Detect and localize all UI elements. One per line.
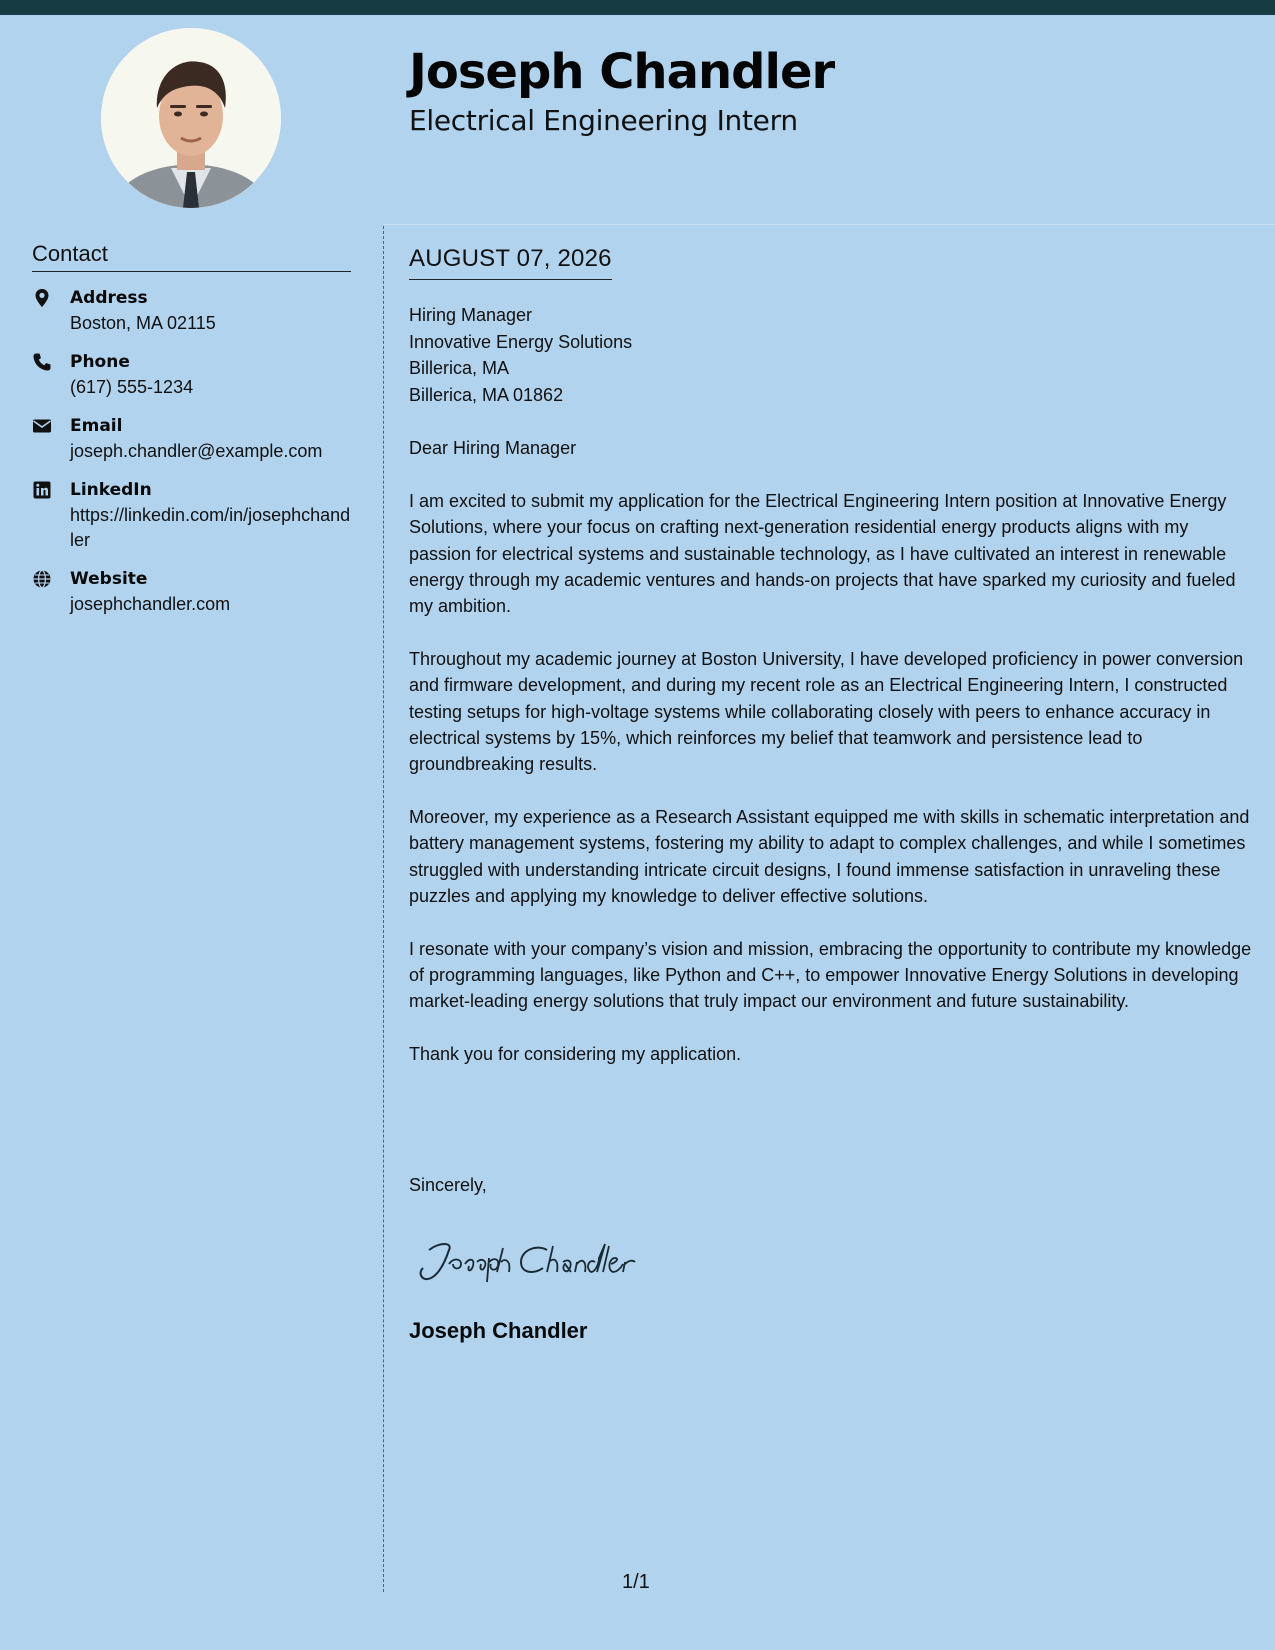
- contact-website: [32, 567, 352, 617]
- body-paragraph: I am excited to submit my application for the Electrical Engineering Intern position at Innovative Energy Solutions, where your focus on crafting next-generation residential energy products aligns with my passion for electrical systems and sustainable technology, as I have cultivated an interest in renewable energy through my academic ventures and hands-on projects that have sparked my curiosity and fueled my ambition.: [409, 491, 1236, 617]
- contact-heading: Contact: [32, 241, 351, 272]
- contact-phone: [32, 350, 352, 400]
- contact-value: (617) 555-1234: [70, 377, 194, 397]
- contact-value: joseph.chandler@example.com: [70, 441, 323, 461]
- linkedin-icon: [32, 478, 70, 553]
- signer-name: Joseph Chandler: [409, 1318, 588, 1343]
- contact-label: Address: [70, 288, 148, 308]
- header-divider: [384, 224, 1275, 225]
- closing: Sincerely,: [409, 1175, 487, 1195]
- globe-icon: [32, 567, 70, 617]
- body-paragraph: Throughout my academic journey at Boston University, I have developed proficiency in power conversion and firmware development, and during my recent role as an Electrical Engineering Intern, I constructed testing setups for high-voltage systems while collaborating closely with peers to enhance accuracy in electrical systems by 15%, which reinforces my belief that teamwork and persistence lead to groundbreaking results.: [409, 648, 1244, 775]
- portrait-photo: [101, 28, 281, 208]
- recipient-block: [409, 302, 632, 408]
- body-paragraph: Moreover, my experience as a Research Assistant equipped me with skills in schematic interpretation and battery management systems, fostering my ability to adapt to complex challenges, and while I sometimes struggled with understanding intricate circuit designs, I found immense satisfaction in unraveling these puzzles and applying my knowledge to deliver effective solutions.: [409, 806, 1250, 906]
- recipient-line: Billerica, MA 01862: [409, 384, 564, 405]
- contact-label: Phone: [70, 352, 130, 372]
- top-accent-bar: [0, 0, 1275, 15]
- letter-date: AUGUST 07, 2026: [409, 245, 612, 280]
- handwritten-signature: [409, 1228, 669, 1288]
- phone-icon: [32, 350, 70, 400]
- job-title: Electrical Engineering Intern: [409, 104, 798, 137]
- letter-body: [409, 488, 1254, 1094]
- column-divider: [383, 226, 384, 1592]
- salutation: Dear Hiring Manager: [409, 438, 577, 458]
- envelope-icon: [32, 414, 70, 464]
- candidate-name: Joseph Chandler: [409, 44, 835, 100]
- recipient-line: Hiring Manager: [409, 305, 533, 325]
- recipient-line: Innovative Energy Solutions: [409, 331, 633, 352]
- body-paragraph: I resonate with your company’s vision and mission, embracing the opportunity to contribute my knowledge of programming languages, like Python and C++, to empower Innovative Energy Solutions in developing market-leading energy solutions that truly impact our environment and future sustainability.: [409, 938, 1252, 1012]
- contact-list: [32, 286, 352, 631]
- contact-value[interactable]: josephchandler.com: [70, 594, 231, 614]
- body-paragraph: Thank you for considering my application.: [409, 1044, 742, 1065]
- contact-label: Email: [70, 416, 123, 436]
- contact-email: [32, 414, 352, 464]
- contact-address: [32, 286, 352, 336]
- contact-label: LinkedIn: [70, 480, 152, 500]
- recipient-line: Billerica, MA: [409, 358, 510, 378]
- avatar: [101, 28, 281, 208]
- location-pin-icon: [32, 286, 70, 336]
- contact-label: Website: [70, 569, 148, 589]
- contact-linkedin: [32, 478, 352, 553]
- page-number: 1/1: [622, 1571, 650, 1593]
- contact-value: Boston, MA 02115: [70, 313, 216, 333]
- contact-value[interactable]: https://linkedin.com/in/josephchandler: [70, 505, 351, 550]
